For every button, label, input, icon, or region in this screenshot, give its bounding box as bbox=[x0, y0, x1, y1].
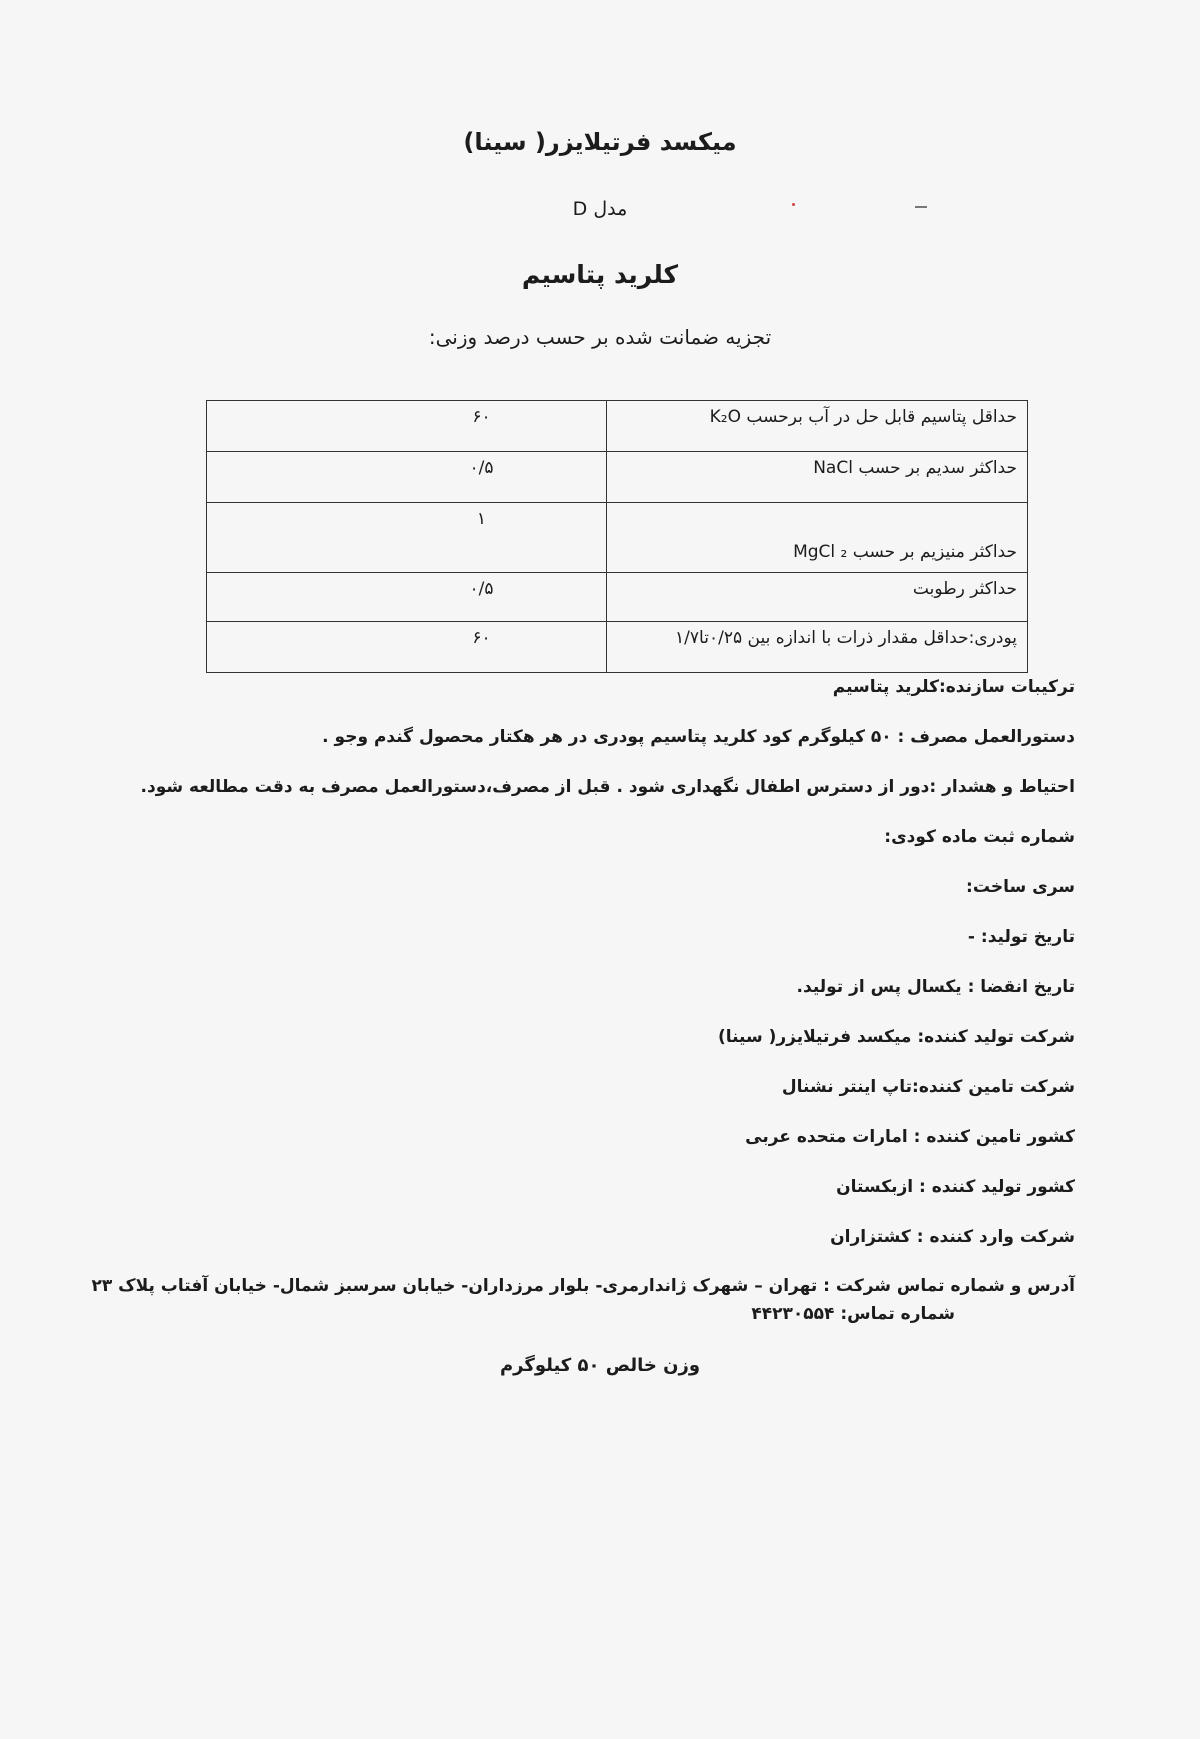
scan-dot bbox=[792, 203, 795, 206]
analysis-heading: تجزیه ضمانت شده بر حسب درصد وزنی: bbox=[428, 325, 772, 349]
model-label: مدل D bbox=[572, 198, 628, 220]
row-value: ۰/۵ bbox=[207, 452, 607, 503]
batch-line: سری ساخت: bbox=[966, 877, 1075, 897]
supplier-country-line: کشور تامین کننده : امارات متحده عربی bbox=[745, 1127, 1075, 1147]
row-label: حداکثر رطوبت bbox=[607, 573, 1028, 622]
table-row bbox=[207, 573, 1028, 622]
row-label: حداکثر منیزیم بر حسب MgCl ₂ bbox=[607, 503, 1028, 573]
row-label: حداقل پتاسیم قابل حل در آب برحسب K₂O bbox=[607, 401, 1028, 452]
address-line: آدرس و شماره تماس شرکت : تهران – شهرک ژاندارمری- بلوار مرزداران- خیابان سرسبز شمال- خیابان آفتاب پلاک ۲۳ bbox=[91, 1276, 1075, 1296]
row-label: حداکثر سدیم بر حسب NaCl bbox=[607, 452, 1028, 503]
phone-line: شماره تماس: ۴۴۲۳۰۵۵۴ bbox=[751, 1304, 955, 1324]
row-value: ۰/۵ bbox=[207, 573, 607, 622]
row-value: ۱ bbox=[207, 503, 607, 573]
supplier-line: شرکت تامین کننده:تاپ اینتر نشنال bbox=[781, 1077, 1075, 1097]
usage-line: دستورالعمل مصرف : ۵۰ کیلوگرم کود کلرید پتاسیم پودری در هر هکتار محصول گندم وجو . bbox=[322, 727, 1075, 747]
registration-line: شماره ثبت ماده کودی: bbox=[884, 827, 1075, 847]
scan-mark bbox=[915, 206, 927, 208]
row-value: ۶۰ bbox=[207, 622, 607, 673]
producer-country-line: کشور تولید کننده : ازبکستان bbox=[836, 1177, 1075, 1197]
table-row bbox=[207, 401, 1028, 452]
table-row bbox=[207, 503, 1028, 573]
guaranteed-analysis-table bbox=[206, 400, 1028, 673]
table-row bbox=[207, 452, 1028, 503]
row-label: پودری:حداقل مقدار ذرات با اندازه بین ۰/۲۵تا۱/۷ bbox=[607, 622, 1028, 673]
expiry-line: تاریخ انقضا : یکسال پس از تولید. bbox=[796, 977, 1075, 997]
product-name: کلرید پتاسیم bbox=[521, 260, 679, 289]
manufacturer-line: شرکت تولید کننده: میکسد فرتیلایزر( سینا) bbox=[717, 1027, 1075, 1047]
importer-line: شرکت وارد کننده : کشتزاران bbox=[830, 1227, 1075, 1247]
production-date-line: تاریخ تولید: - bbox=[967, 927, 1075, 947]
document-title: میکسد فرتیلایزر( سینا) bbox=[463, 128, 737, 156]
row-value: ۶۰ bbox=[207, 401, 607, 452]
warning-line: احتیاط و هشدار :دور از دسترس اطفال نگهداری شود . قبل از مصرف،دستورالعمل مصرف به دقت مطالعه شود. bbox=[140, 777, 1075, 797]
table-row bbox=[207, 622, 1028, 673]
net-weight: وزن خالص ۵۰ کیلوگرم bbox=[499, 1355, 701, 1376]
composition-line: ترکیبات سازنده:کلرید پتاسیم bbox=[832, 677, 1075, 697]
